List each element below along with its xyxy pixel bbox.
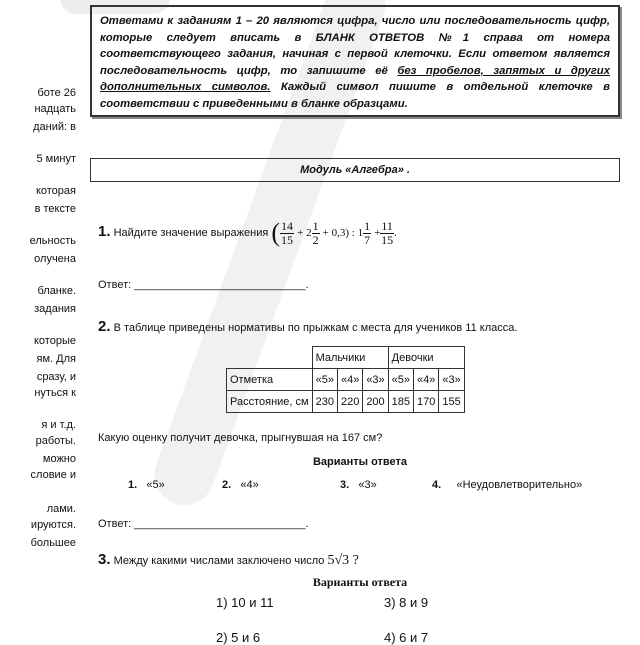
- option-4[interactable]: 4. «Неудовлетворительно»: [432, 479, 583, 491]
- question-2: 2. В таблице приведены нормативы по прыжкам с места для учеников 11 класса.: [98, 318, 518, 335]
- left-column-line: олучена: [34, 253, 76, 265]
- option-3-3[interactable]: 3) 8 и 9: [384, 595, 429, 610]
- left-column-line: нуться к: [34, 387, 76, 399]
- left-column-line: 5 минут: [36, 153, 76, 165]
- left-column-line: большее: [30, 537, 76, 549]
- left-column-line: ируются.: [30, 519, 76, 531]
- left-column-line: надцать: [34, 103, 76, 115]
- option-1[interactable]: 1. «5»: [128, 479, 165, 491]
- norms-table: Мальчики Девочки Отметка «5» «4» «3» «5» «4» «3» Расстояние, см 230 220 200 185 170 155: [226, 346, 465, 413]
- left-column-line: бланке.: [37, 285, 76, 297]
- question-2-prompt: Какую оценку получит девочка, прыгнувшая на 167 см?: [98, 432, 383, 444]
- module-title: Модуль «Алгебра» .: [90, 158, 620, 182]
- left-column-line: ям. Для: [36, 353, 76, 365]
- variants-title: Варианты ответа: [312, 456, 408, 468]
- option-3[interactable]: 3. «3»: [340, 479, 377, 491]
- option-2[interactable]: 2. «4»: [222, 479, 259, 491]
- variants-title-3: Варианты ответа: [312, 575, 408, 589]
- left-column-line: даний: в: [33, 121, 76, 133]
- answer-field-1[interactable]: Ответ: ____________________________.: [98, 279, 309, 291]
- question-3: 3. Между какими числами заключено число 5√3 ?: [98, 551, 359, 568]
- left-column-line: можно: [42, 453, 76, 465]
- instructions-box: Ответами к заданиям 1 – 20 являются цифра, число или последовательность цифр, которые следует вписать в БЛАНК ОТВЕТОВ №1 справа от номера соответствующего задания, начиная с первой клеточки. Если ответом является последовательность цифр, то запишите её без пробелов, запятых и других дополнительных символов. Каждый символ пишите в отдельной клеточке в соответствии с приведенными в бланке образцами.: [90, 5, 620, 117]
- answer-field-2[interactable]: Ответ: ____________________________.: [98, 518, 309, 530]
- left-column-line: которая: [35, 185, 76, 197]
- left-column-line: боте 26: [37, 87, 76, 99]
- left-column-line: работы.: [35, 435, 76, 447]
- option-3-1[interactable]: 1) 10 и 11: [216, 595, 274, 610]
- left-column-line: я и т.д.: [41, 419, 76, 431]
- left-column-line: лами.: [46, 503, 76, 515]
- left-column-line: сразу, и: [36, 371, 76, 383]
- left-column-line: ельность: [29, 235, 76, 247]
- left-column-line: которые: [34, 335, 76, 347]
- option-3-4[interactable]: 4) 6 и 7: [384, 630, 429, 645]
- left-column-line: в тексте: [34, 203, 76, 215]
- option-3-2[interactable]: 2) 5 и 6: [216, 630, 261, 645]
- question-1: 1. Найдите значение выражения ( $\frac{14}{15}$ + 2 $\frac{1}{2}$ + 0,3) : 1 $\frac{1}{7}$ + $\frac{11}{15}$ .: [98, 218, 397, 247]
- left-column-line: словие и: [30, 469, 76, 481]
- left-column-line: задания: [34, 303, 76, 315]
